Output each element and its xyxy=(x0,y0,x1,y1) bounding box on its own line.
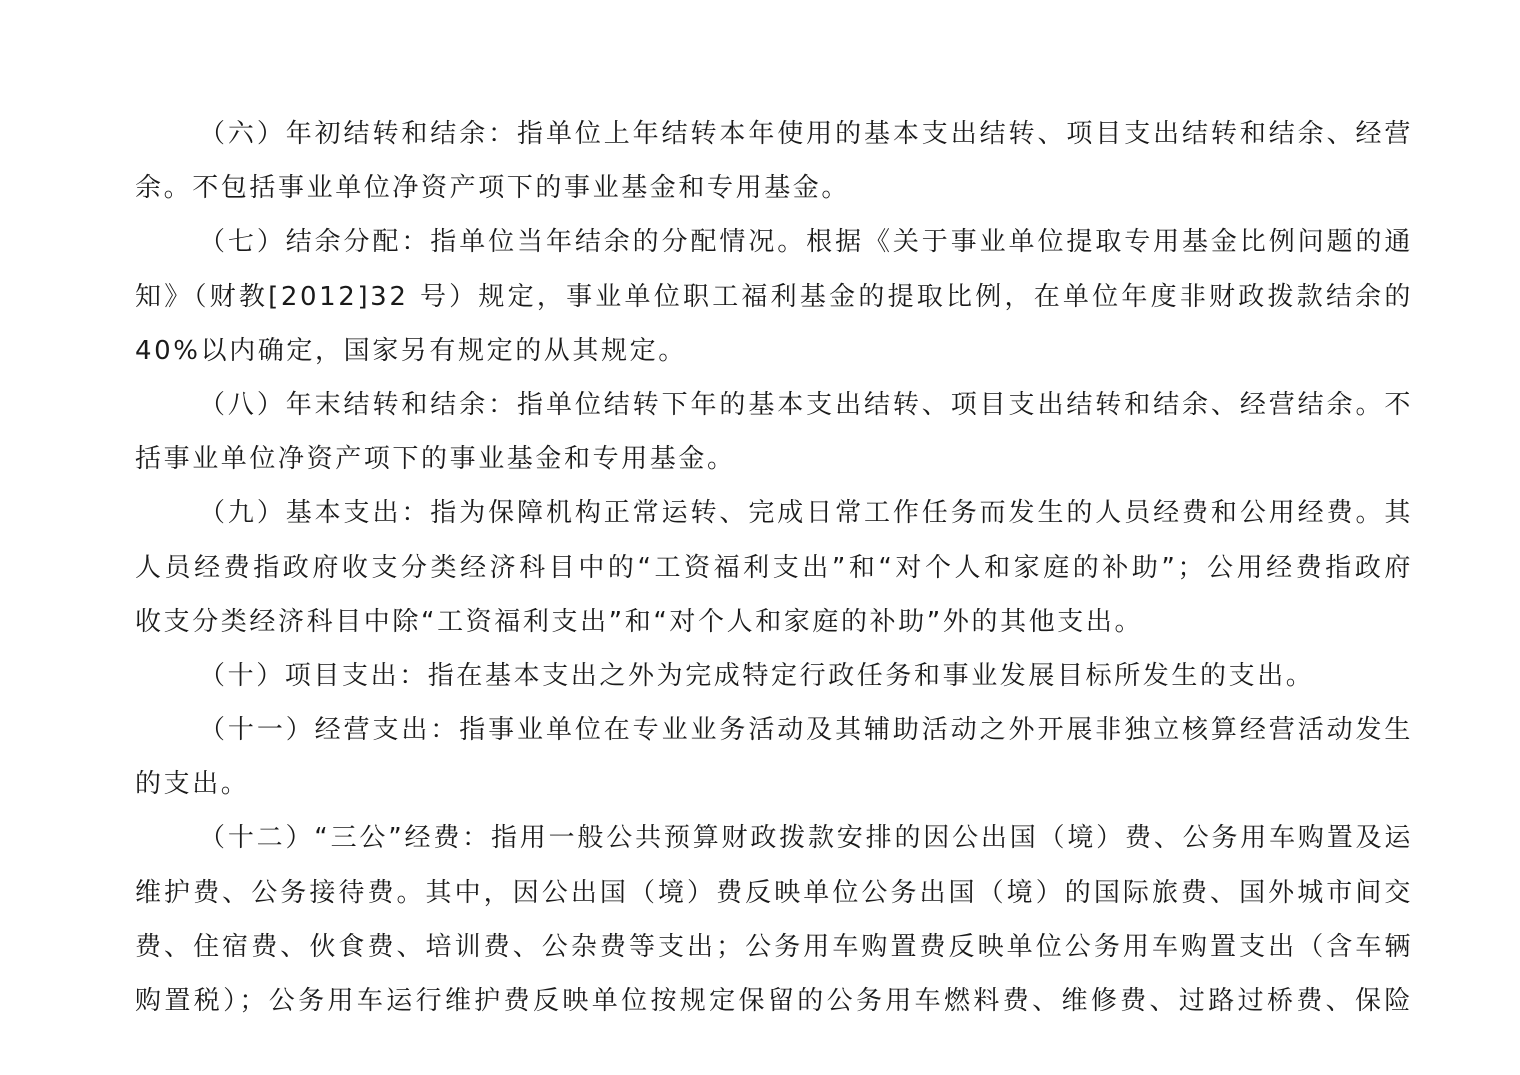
paragraph-line: （六）年初结转和结余：指单位上年结转本年使用的基本支出结转、项目支出结转和结余、经营 xyxy=(199,119,1413,149)
paragraph-line: （十二）“三公”经费：指用一般公共预算财政拨款安排的因公出国（境）费、公务用车购置及运 xyxy=(199,823,1413,854)
paragraph-line: 括事业单位净资产项下的事业基金和专用基金。 xyxy=(135,444,736,475)
paragraph-line: 知》（财教[2012]32 号）规定，事业单位职工福利基金的提取比例，在单位年度非财政拨款结余的 xyxy=(135,281,1413,312)
document-body xyxy=(135,107,1413,1028)
paragraph-item-11 xyxy=(135,703,1413,811)
paragraph-line: 人员经费指政府收支分类经济科目中的“工资福利支出”和“对个人和家庭的补助”；公用经费指政府 xyxy=(135,552,1413,583)
paragraph-line: （十）项目支出：指在基本支出之外为完成特定行政任务和事业发展目标所发生的支出。 xyxy=(199,660,1315,691)
paragraph-item-9 xyxy=(135,486,1413,649)
paragraph-line: 维护费、公务接待费。其中，因公出国（境）费反映单位公务出国（境）的国际旅费、国外城市间交 xyxy=(135,877,1413,908)
paragraph-item-6 xyxy=(135,107,1413,215)
paragraph-item-10 xyxy=(135,649,1413,703)
paragraph-line: （九）基本支出：指为保障机构正常运转、完成日常工作任务而发生的人员经费和公用经费。其 xyxy=(199,498,1413,529)
paragraph-line: 余。不包括事业单位净资产项下的事业基金和专用基金。 xyxy=(135,173,851,204)
paragraph-line: （十一）经营支出：指事业单位在专业业务活动及其辅助活动之外开展非独立核算经营活动发生 xyxy=(199,715,1413,746)
paragraph-line: （八）年末结转和结余：指单位结转下年的基本支出结转、项目支出结转和结余、经营结余。不 xyxy=(199,389,1413,420)
paragraph-line: （七）结余分配：指单位当年结余的分配情况。根据《关于事业单位提取专用基金比例问题的通 xyxy=(199,227,1413,258)
paragraph-item-12 xyxy=(135,811,1413,1028)
paragraph-line: 的支出。 xyxy=(135,769,250,800)
paragraph-line: 40%以内确定，国家另有规定的从其规定。 xyxy=(135,335,687,366)
paragraph-line: 费、住宿费、伙食费、培训费、公杂费等支出；公务用车购置费反映单位公务用车购置支出（含车辆 xyxy=(135,931,1413,962)
paragraph-line: 购置税）；公务用车运行维护费反映单位按规定保留的公务用车燃料费、维修费、过路过桥费、保险 xyxy=(135,986,1413,1016)
paragraph-item-8 xyxy=(135,378,1413,486)
paragraph-line: 收支分类经济科目中除“工资福利支出”和“对个人和家庭的补助”外的其他支出。 xyxy=(135,606,1144,637)
paragraph-item-7 xyxy=(135,215,1413,378)
